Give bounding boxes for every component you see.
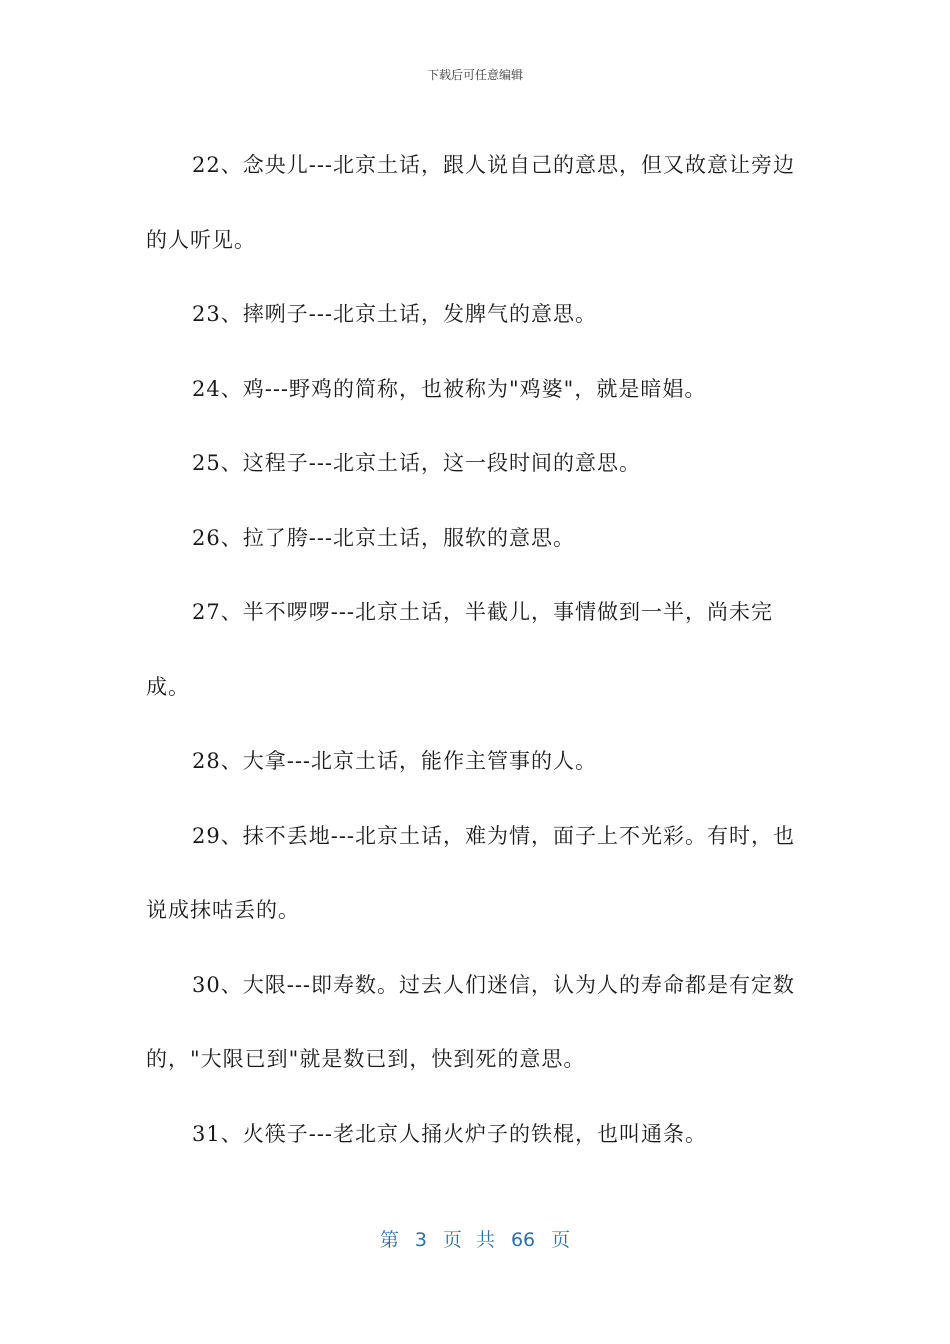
entry-23: 23、摔咧子---北京土话，发脾气的意思。 (192, 302, 598, 326)
entry-26: 26、拉了胯---北京土话，服软的意思。 (192, 525, 576, 550)
current-page-number: 3 (414, 1229, 427, 1251)
footer-middle: 页 共 (442, 1229, 495, 1251)
entry-27: 27、半不啰啰---北京土话，半截儿，事情做到一半，尚未完成。 (146, 600, 774, 699)
entry-30: 30、大限---即寿数。过去人们迷信，认为人的寿命都是有定数的，"大限已到"就是数已到，快到死的意思。 (146, 972, 796, 1071)
entry-31: 31、火筷子---老北京人捅火炉子的铁棍，也叫通条。 (192, 1121, 708, 1146)
entry-25: 25、这程子---北京土话，这一段时间的意思。 (192, 451, 642, 475)
footer-suffix: 页 (551, 1229, 571, 1251)
header-note: 下载后可任意编辑 (426, 68, 523, 82)
footer-prefix: 第 (379, 1229, 399, 1251)
entry-29: 29、抹不丢地---北京土话，难为情，面子上不光彩。有时，也说成抹咕丢的。 (146, 823, 796, 922)
entry-28: 28、大拿---北京土话，能作主管事的人。 (192, 749, 598, 773)
document-body (146, 128, 811, 1171)
entry-22: 22、念央儿---北京土话，跟人说自己的意思，但又故意让旁边的人听见。 (146, 153, 796, 252)
entry-24: 24、鸡---野鸡的简称，也被称为"鸡婆"，就是暗娼。 (192, 376, 707, 401)
page-footer (0, 1225, 950, 1252)
total-page-count: 66 (510, 1229, 536, 1251)
